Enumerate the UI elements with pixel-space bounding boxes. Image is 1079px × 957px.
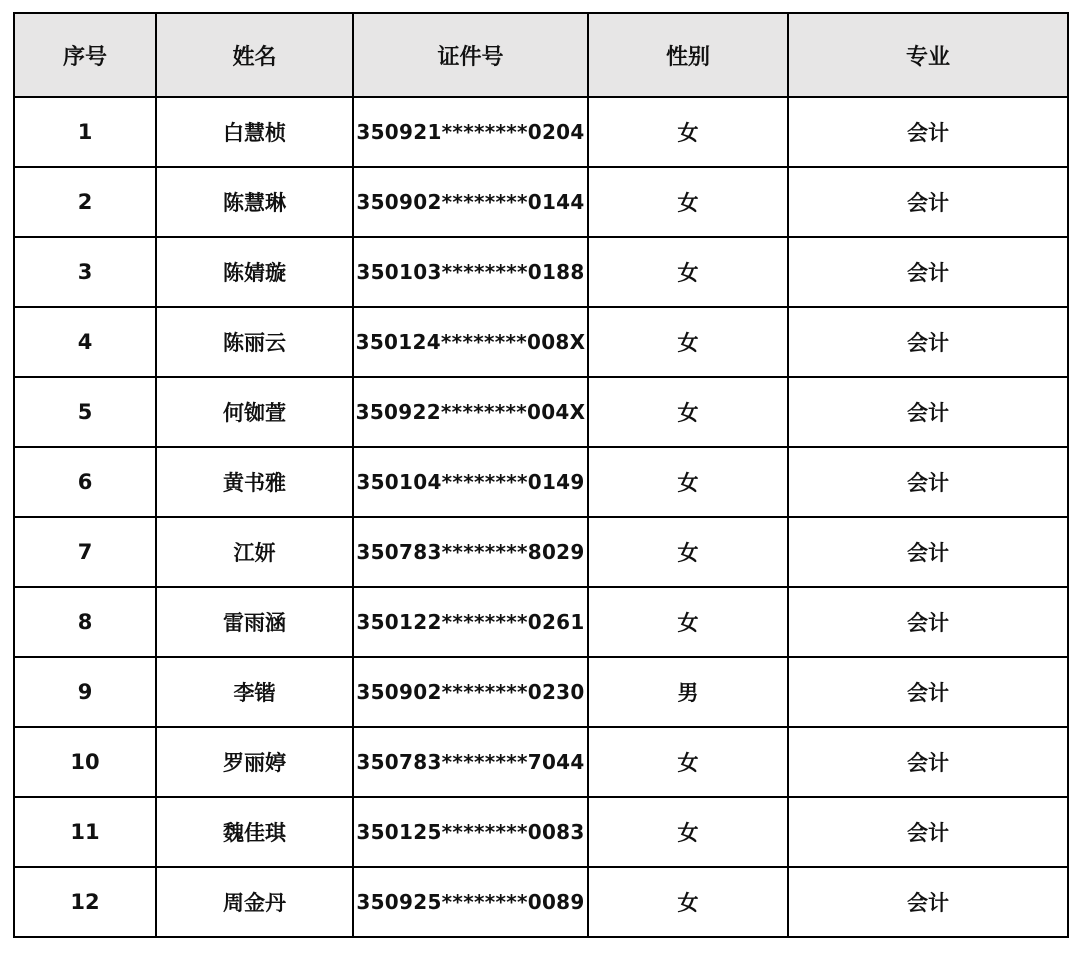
cell-id-number: 350122********0261: [353, 587, 588, 657]
cell-major: 会计: [788, 307, 1068, 377]
table-row: [14, 657, 1068, 727]
cell-name: 黄书雅: [156, 447, 353, 517]
cell-major: 会计: [788, 97, 1068, 167]
cell-serial-number: 4: [14, 307, 156, 377]
cell-id-number: 350124********008X: [353, 307, 588, 377]
table-row: [14, 517, 1068, 587]
cell-id-number: 350783********8029: [353, 517, 588, 587]
table-row: [14, 447, 1068, 517]
table-row: [14, 727, 1068, 797]
cell-serial-number: 10: [14, 727, 156, 797]
cell-major: 会计: [788, 587, 1068, 657]
cell-id-number: 350104********0149: [353, 447, 588, 517]
cell-name: 罗丽婷: [156, 727, 353, 797]
cell-name: 江妍: [156, 517, 353, 587]
table-row: [14, 97, 1068, 167]
cell-name: 周金丹: [156, 867, 353, 937]
cell-serial-number: 7: [14, 517, 156, 587]
cell-serial-number: 5: [14, 377, 156, 447]
cell-id-number: 350125********0083: [353, 797, 588, 867]
cell-gender: 女: [588, 237, 788, 307]
cell-id-number: 350921********0204: [353, 97, 588, 167]
header-id-number: 证件号: [353, 13, 588, 97]
cell-serial-number: 8: [14, 587, 156, 657]
cell-id-number: 350902********0144: [353, 167, 588, 237]
cell-serial-number: 11: [14, 797, 156, 867]
table-row: [14, 377, 1068, 447]
table-row: [14, 237, 1068, 307]
cell-serial-number: 9: [14, 657, 156, 727]
table-row: [14, 867, 1068, 937]
cell-major: 会计: [788, 517, 1068, 587]
student-table: [13, 12, 1069, 938]
table-row: [14, 167, 1068, 237]
cell-major: 会计: [788, 727, 1068, 797]
cell-name: 陈慧琳: [156, 167, 353, 237]
cell-serial-number: 12: [14, 867, 156, 937]
cell-gender: 男: [588, 657, 788, 727]
cell-major: 会计: [788, 237, 1068, 307]
cell-gender: 女: [588, 867, 788, 937]
table-body: [14, 97, 1068, 937]
header-major: 专业: [788, 13, 1068, 97]
cell-id-number: 350902********0230: [353, 657, 588, 727]
cell-gender: 女: [588, 167, 788, 237]
cell-id-number: 350925********0089: [353, 867, 588, 937]
cell-gender: 女: [588, 797, 788, 867]
cell-name: 雷雨涵: [156, 587, 353, 657]
header-name: 姓名: [156, 13, 353, 97]
cell-major: 会计: [788, 377, 1068, 447]
cell-gender: 女: [588, 517, 788, 587]
table-header: [14, 13, 1068, 97]
cell-gender: 女: [588, 447, 788, 517]
cell-name: 魏佳琪: [156, 797, 353, 867]
cell-gender: 女: [588, 377, 788, 447]
cell-serial-number: 1: [14, 97, 156, 167]
cell-id-number: 350922********004X: [353, 377, 588, 447]
cell-major: 会计: [788, 797, 1068, 867]
header-serial-number: 序号: [14, 13, 156, 97]
cell-name: 白慧桢: [156, 97, 353, 167]
cell-serial-number: 6: [14, 447, 156, 517]
cell-name: 陈婧璇: [156, 237, 353, 307]
cell-gender: 女: [588, 307, 788, 377]
cell-major: 会计: [788, 447, 1068, 517]
header-gender: 性别: [588, 13, 788, 97]
cell-name: 李锴: [156, 657, 353, 727]
header-row: [14, 13, 1068, 97]
table-row: [14, 587, 1068, 657]
cell-name: 何铷萱: [156, 377, 353, 447]
cell-name: 陈丽云: [156, 307, 353, 377]
cell-major: 会计: [788, 867, 1068, 937]
cell-major: 会计: [788, 657, 1068, 727]
cell-id-number: 350103********0188: [353, 237, 588, 307]
table-row: [14, 307, 1068, 377]
cell-serial-number: 2: [14, 167, 156, 237]
cell-serial-number: 3: [14, 237, 156, 307]
cell-gender: 女: [588, 727, 788, 797]
cell-gender: 女: [588, 587, 788, 657]
cell-gender: 女: [588, 97, 788, 167]
table-row: [14, 797, 1068, 867]
cell-id-number: 350783********7044: [353, 727, 588, 797]
cell-major: 会计: [788, 167, 1068, 237]
student-table-container: [13, 12, 1069, 938]
